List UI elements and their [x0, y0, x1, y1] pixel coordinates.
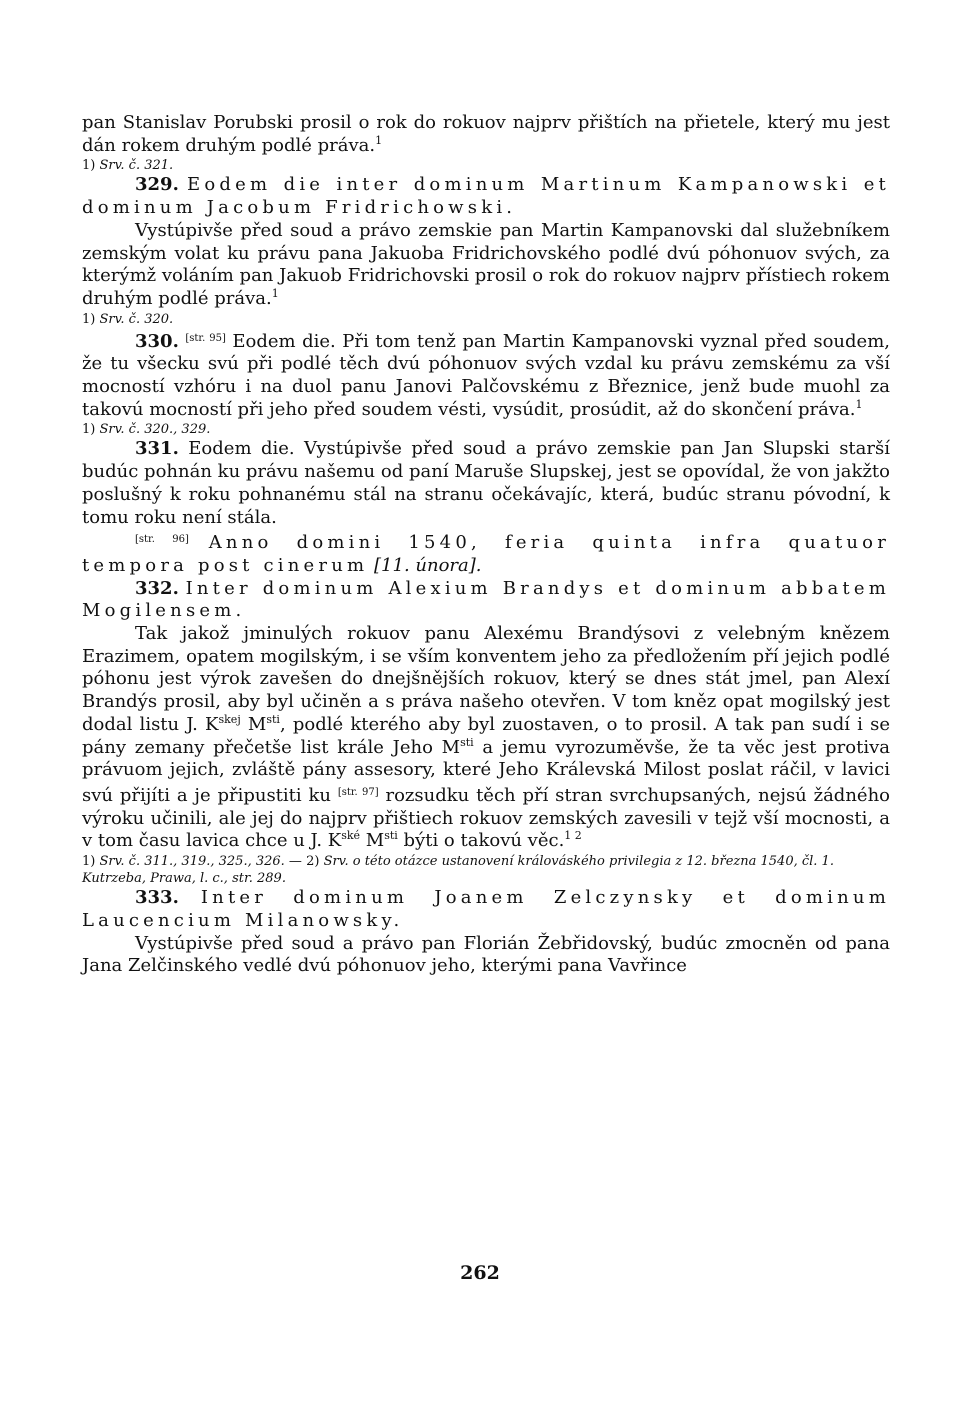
section-number: 331.	[135, 438, 179, 460]
superscript: ské	[341, 829, 361, 843]
date-bracket: [11. února].	[374, 554, 482, 576]
section-number: 330.	[135, 330, 179, 352]
section-title: Inter dominum Alexium Brandys et dominum abbatem Mogilensem.	[82, 577, 890, 622]
section-heading-333	[82, 887, 890, 932]
paragraph-text: , podlé kterého aby byl zuostaven, o to prosil. A tak pan sudí i se pány zemany přečetše list krále Jeho M	[82, 713, 890, 758]
body-text	[82, 112, 890, 978]
footnote-label: 1)	[82, 311, 96, 327]
paragraph-text: a jemu vyrozuměvše, že ta věc jest protiva právuom jejich, zvláště pány assesory, které Jeho Králevská Milost poslat ráčil, v lavici svú přijíti a je připustiti ku	[82, 736, 890, 806]
paragraph-text: Tak jakož jminulých rokuov panu Alexému Brandýsovi z velebným knězem Erazimem, opatem mogilským, i se vším konventem jeho za předložením pří jejich podlé póhonu jest výrok zavešen do dnejšnějších rokuov, který se dnes stát jmel, pan Alexí Brandýs prosil, aby byl učiněn a s práva našeho otevřen. V tom kněz opat mogilský jest dodal listu J. K	[82, 623, 890, 735]
paragraph-text: Vystúpivše před soud a právo pan Florián Žebřidovský, budúc zmocněn od pana Jana Zelčinského vedlé dvú póhonuov jeho, kterými pana Vavřince	[82, 932, 890, 977]
footnote	[82, 853, 890, 887]
section-paragraph-331	[82, 438, 890, 529]
footnote-label: 1)	[82, 158, 96, 174]
paragraph-text: Vystúpivše před soud a právo zemskie pan Martin Kampanovski dal služebníkem zemským volat ku právu pana Jakuoba Fridrichovského podlé dvú póhonuov svých, za kterýmž voláním pan Jakuob Fridrichovski prosil o rok do rokuov najprv přístiech rokem druhým podlé práva.	[82, 219, 890, 309]
paragraph-text: Eodem die. Vystúpivše před soud a právo zemskie pan Jan Slupski starší budúc pohnán ku právu našemu od paní Maruše Slupskej, jest se opovídal, že von jakžto poslušný k roku pohnanému stál na stranu očekávajíc, která, budúc stranu póvodní, k tomu roku není stála.	[82, 438, 890, 528]
page-reference: [str. 95]	[185, 332, 226, 344]
page-number: 262	[460, 1262, 500, 1284]
paragraph-text: M	[360, 830, 385, 852]
footnote	[82, 157, 890, 174]
section-paragraph-332	[82, 623, 890, 853]
footnote	[82, 421, 890, 438]
date-heading	[82, 529, 890, 577]
section-heading-332	[82, 578, 890, 623]
section-title: Eodem die inter dominum Martinum Kampanowski et dominum Jacobum Fridrichowski.	[82, 174, 890, 219]
footnote-marker: 1	[375, 133, 383, 147]
paragraph-text: býti o takovú věc.	[397, 830, 565, 852]
footnote-text: Srv. č. 311., 319., 325., 326. —	[99, 854, 302, 870]
footnote-text: Srv. o této otázce ustanovení králováského privilegia z 12. března 1540, čl. 1. Kutrzeba, Prawa, l. c., str. 289.	[82, 854, 834, 887]
page-reference: [str. 96]	[135, 534, 189, 546]
footnote-label: 2)	[306, 854, 320, 870]
page-reference: [str. 97]	[337, 786, 379, 798]
section-paragraph-330	[82, 328, 890, 422]
superscript: sti	[460, 735, 474, 749]
superscript: skej	[218, 712, 241, 726]
footnote-text: Srv. č. 320.	[99, 311, 174, 327]
superscript: sti	[266, 712, 280, 726]
section-heading-329	[82, 174, 890, 219]
section-paragraph-329	[82, 220, 890, 311]
paragraph-text: rozsudku těch pří stran svrchupsaných, nejsú žádného výroku učinili, ale jej do najprv přištiech rokuov zemských zavesili v tejž vší mocnosti, a v tom času lavica chce u J. K	[82, 784, 891, 852]
footnote-label: 1)	[82, 854, 96, 870]
footnote-text: Srv. č. 321.	[99, 158, 174, 174]
section-paragraph-333	[82, 933, 890, 978]
footnote-marker: 1 2	[564, 829, 582, 843]
paragraph-text: Eodem die. Při tom tenž pan Martin Kampanovski vyznal před soudem, že tu všecku svú při podlé těch dvú póhonuov svých vzdal ku právu zemskému za vší mocností vzhóru i na duol panu Janovi Palčovskému z Březnice, jenž bude muohl za takovú mocností při jeho před soudem vésti, vysúdit, prosúdit, až do skončení práva.	[82, 330, 890, 420]
paragraph-text: M	[240, 713, 267, 735]
section-title: Inter dominum Joanem Zelczynsky et dominum Laucencium Milanowsky.	[82, 887, 890, 931]
superscript: sti	[384, 829, 398, 843]
paragraph-text: pan Stanislav Porubski prosil o rok do rokuov najprv přištích na přietele, který mu jest dán rokem druhým podlé práva.	[82, 112, 890, 156]
section-number: 329.	[135, 174, 179, 196]
date-text: Anno domini 1540, feria quinta infra quatuor tempora post cinerum	[82, 532, 891, 576]
continuation-paragraph	[82, 112, 890, 157]
section-number: 333.	[135, 887, 179, 909]
footnote-marker: 1	[855, 397, 863, 411]
footnote-label: 1)	[82, 422, 96, 438]
footnote	[82, 311, 890, 328]
footnote-marker: 1	[271, 286, 279, 300]
section-number: 332.	[135, 577, 179, 599]
footnote-text: Srv. č. 320., 329.	[99, 422, 211, 438]
